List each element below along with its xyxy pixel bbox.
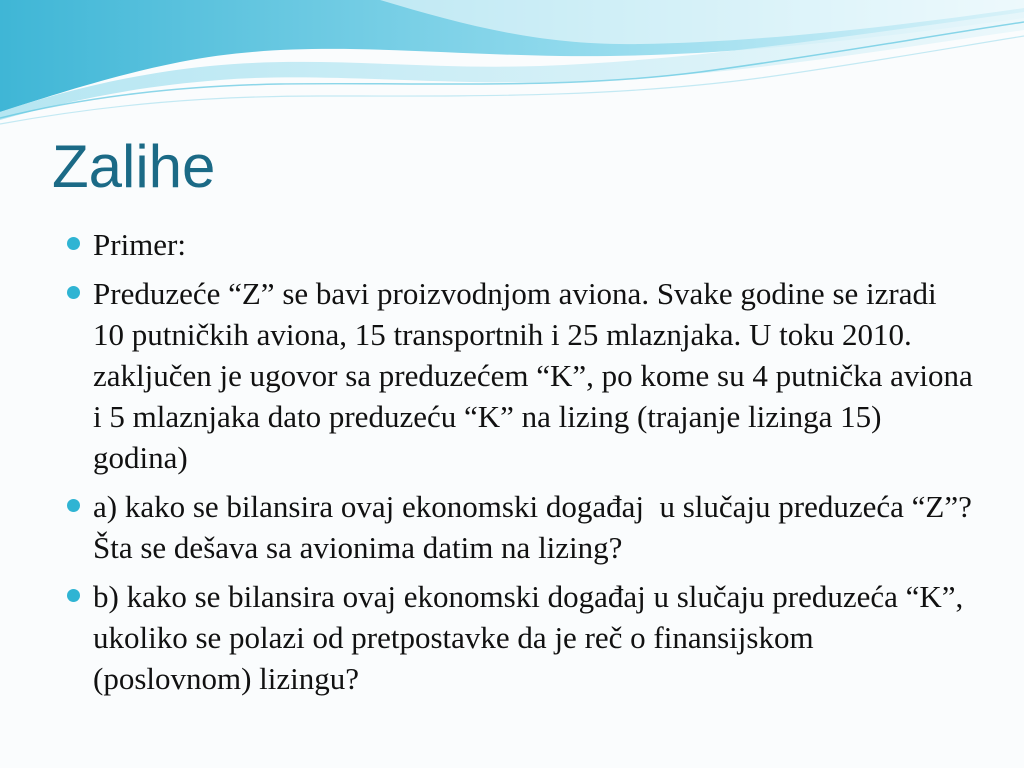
bullet-dot-icon (67, 286, 80, 299)
bullet-item (93, 273, 981, 478)
bullet-text: b) kako se bilansira ovaj ekonomski događaj u slučaju preduzeća “K”, ukoliko se polazi od pretpostavke da je reč o finansijskom (poslovnom) lizingu? (93, 579, 972, 696)
bullet-dot-icon (67, 499, 80, 512)
slide-title: Zalihe (52, 133, 216, 200)
bullet-item (93, 486, 980, 568)
bullet-dot-icon (67, 237, 80, 250)
bullet-item (93, 224, 973, 265)
bullet-text: a) kako se bilansira ovaj ekonomski događaj u slučaju preduzeća “Z”? Šta se dešava sa avionima datim na lizing? (93, 489, 980, 565)
bullet-list (93, 224, 981, 707)
bullet-dot-icon (67, 589, 80, 602)
bullet-item (93, 576, 973, 699)
header-wave-decoration (0, 0, 1024, 130)
bullet-text: Preduzeće “Z” se bavi proizvodnjom aviona. Svake godine se izradi 10 putničkih aviona, 15 transportnih i 25 mlaznjaka. U toku 2010. zaključen je ugovor sa preduzećem “K”, po kome su 4 putnička aviona i 5 mlaznjaka dato preduzeću “K” na lizing (trajanje lizinga 15) godina) (93, 276, 981, 475)
bullet-text: Primer: (93, 227, 186, 262)
